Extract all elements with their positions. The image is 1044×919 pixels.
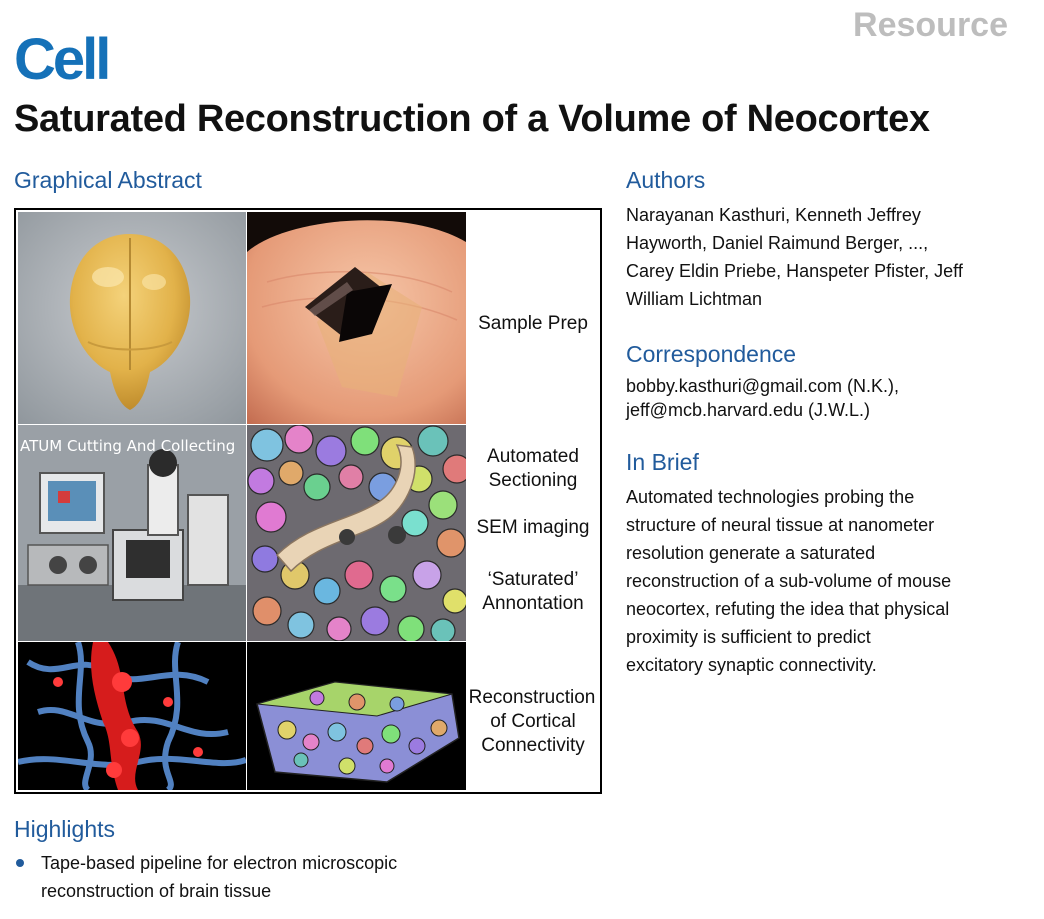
correspondence-email[interactable]: jeff@mcb.harvard.edu (J.W.L.) xyxy=(626,400,871,420)
highlight-item xyxy=(41,849,601,905)
label-automated-sectioning-1: Automated xyxy=(487,446,579,467)
label-sample-prep: Sample Prep xyxy=(478,313,588,334)
in-brief-heading: In Brief xyxy=(626,449,699,475)
in-brief-line: resolution generate a saturated xyxy=(626,543,876,563)
label-saturated-2: Annontation xyxy=(482,593,584,614)
segmentation-mosaic-image xyxy=(247,425,466,641)
authors-line: William Lichtman xyxy=(626,289,763,309)
graphical-abstract-heading: Graphical Abstract xyxy=(14,167,202,193)
graphical-abstract-figure xyxy=(14,208,602,794)
in-brief-line: structure of neural tissue at nanometer xyxy=(626,515,935,535)
correspondence-list xyxy=(626,374,1026,422)
neuron-reconstruction-3d xyxy=(18,642,246,790)
authors-line: Hayworth, Daniel Raimund Berger, ..., xyxy=(626,233,929,253)
volume-reconstruction-block xyxy=(247,642,466,790)
panel-caption: ATUM Cutting And Collecting xyxy=(20,437,236,455)
authors-list xyxy=(626,201,1026,313)
label-reconstruction-1: Reconstruction xyxy=(468,687,596,708)
in-brief-text xyxy=(626,483,1036,679)
article-title: Saturated Reconstruction of a Volume of Neocortex xyxy=(14,98,930,140)
highlights-heading: Highlights xyxy=(14,816,115,842)
highlight-line: reconstruction of brain tissue xyxy=(41,881,272,901)
authors-heading: Authors xyxy=(626,167,706,193)
label-sem-imaging: SEM imaging xyxy=(476,517,590,538)
in-brief-line: neocortex, refuting the idea that physical xyxy=(626,599,950,619)
highlight-line: Tape-based pipeline for electron microscopic xyxy=(41,853,398,873)
highlight-bullet xyxy=(16,859,24,867)
label-reconstruction-3: Connectivity xyxy=(481,735,585,756)
atum-machine-photo xyxy=(18,425,246,641)
label-reconstruction-2: of Cortical xyxy=(490,711,576,732)
label-saturated-1: ‘Saturated’ xyxy=(487,569,579,590)
authors-line: Carey Eldin Priebe, Hanspeter Pfister, Jeff xyxy=(626,261,963,281)
mouse-brain-photo xyxy=(18,212,246,424)
in-brief-line: proximity is sufficient to predict xyxy=(626,627,871,647)
in-brief-line: Automated technologies probing the xyxy=(626,487,915,507)
resource-tag: Resource xyxy=(853,6,1008,44)
authors-line: Narayanan Kasthuri, Kenneth Jeffrey xyxy=(626,205,921,225)
correspondence-heading: Correspondence xyxy=(626,341,797,367)
tissue-block-photo xyxy=(247,212,466,424)
journal-logo: Cell xyxy=(14,27,109,92)
label-automated-sectioning-2: Sectioning xyxy=(488,470,578,491)
correspondence-email[interactable]: bobby.kasthuri@gmail.com (N.K.), xyxy=(626,376,900,396)
in-brief-line: excitatory synaptic connectivity. xyxy=(626,655,877,675)
in-brief-line: reconstruction of a sub-volume of mouse xyxy=(626,571,952,591)
